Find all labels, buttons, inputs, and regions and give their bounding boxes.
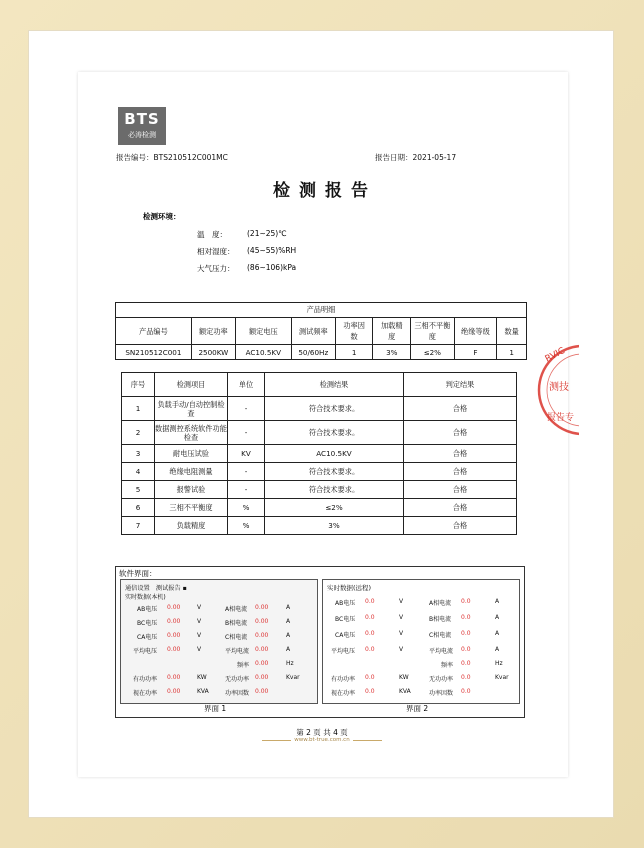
product-table-caption: 产品明细 xyxy=(116,303,527,318)
seal-graphic xyxy=(535,340,579,440)
b-current-value: 0.00 xyxy=(255,618,269,625)
table-cell: - xyxy=(228,463,265,481)
software-panel-1 xyxy=(120,579,318,704)
a-current-value: 0.00 xyxy=(255,604,269,611)
report-number xyxy=(116,152,228,163)
active-power-label: 有功功率 xyxy=(133,676,158,683)
unit-a: A xyxy=(495,614,500,621)
avg-current-label: 平均电流 xyxy=(225,648,250,655)
logo-name: BTS xyxy=(124,110,160,128)
col-header: 额定功率 xyxy=(191,318,235,345)
software-title: 软件界面： xyxy=(119,569,157,578)
svg-text:RVIC: RVIC xyxy=(543,346,567,365)
reactive-power-label: 无功功率 xyxy=(225,676,250,683)
env-temp-label: 温 度： xyxy=(197,230,227,239)
reactive-power-value: 0.00 xyxy=(255,674,269,681)
col-header: 产品编号 xyxy=(116,318,192,345)
active-power-label: 有功功率 xyxy=(331,676,356,683)
a-current-label: A相电流 xyxy=(429,600,452,607)
apparent-power-label: 视在功率 xyxy=(133,690,158,697)
official-seal xyxy=(535,340,579,440)
svg-text:测技: 测技 xyxy=(549,382,569,393)
unit-v: V xyxy=(197,604,202,611)
table-cell: 三相不平衡度 xyxy=(155,499,228,517)
avg-current-value: 0.00 xyxy=(255,646,269,653)
table-cell: 合格 xyxy=(404,463,517,481)
table-cell: 1 xyxy=(497,345,527,360)
panel1-tabs: 通信设置 测试报告 ▪ xyxy=(125,585,187,592)
table-cell: 绝缘电阻测量 xyxy=(155,463,228,481)
table-cell: 合格 xyxy=(404,421,517,445)
table-cell: ≤2% xyxy=(411,345,454,360)
product-table xyxy=(115,302,527,360)
a-current-value: 0.0 xyxy=(461,598,471,605)
table-row xyxy=(122,517,517,535)
ca-voltage-value: 0.0 xyxy=(365,630,375,637)
unit-kw: KW xyxy=(197,674,207,681)
apparent-power-value: 0.00 xyxy=(167,688,181,695)
power-factor-value: 0.0 xyxy=(461,688,471,695)
table-cell: 7 xyxy=(122,517,155,535)
frequency-label: 频率 xyxy=(237,662,250,669)
b-current-label: B相电流 xyxy=(429,616,452,623)
results-table xyxy=(121,372,517,535)
table-cell: 合格 xyxy=(404,445,517,463)
table-row xyxy=(122,463,517,481)
table-cell: 合格 xyxy=(404,397,517,421)
report-number-value: BTS210512C001MC xyxy=(153,153,228,162)
report-title: 检测报告 xyxy=(273,181,377,201)
table-cell: 报警试验 xyxy=(155,481,228,499)
apparent-power-label: 视在功率 xyxy=(331,690,356,697)
active-power-value: 0.0 xyxy=(365,674,375,681)
env-humidity-value: (45~55)%RH xyxy=(247,246,297,255)
table-cell: 符合技术要求。 xyxy=(265,463,404,481)
panel2-section: 实时数据(远程) xyxy=(327,584,372,592)
environment-heading: 检测环境： xyxy=(143,212,181,221)
unit-kva: KVA xyxy=(197,688,209,695)
col-header: 检测项目 xyxy=(155,373,228,397)
col-header: 数量 xyxy=(497,318,527,345)
table-cell: 负载手动/自动控制检查 xyxy=(155,397,228,421)
unit-a: A xyxy=(286,618,291,625)
unit-v: V xyxy=(399,598,404,605)
col-header: 检测结果 xyxy=(265,373,404,397)
power-factor-label: 功率因数 xyxy=(225,690,250,697)
bc-voltage-label: BC电压 xyxy=(137,620,158,627)
table-cell: 合格 xyxy=(404,517,517,535)
ab-voltage-value: 0.0 xyxy=(365,598,375,605)
table-cell: 数据测控系统软件功能检查 xyxy=(155,421,228,445)
software-section xyxy=(115,566,525,718)
unit-v: V xyxy=(197,618,202,625)
footer-url-text: www.bt-true.com.cn xyxy=(291,737,352,743)
b-current-value: 0.0 xyxy=(461,614,471,621)
logo-subtitle: 必涛检测 xyxy=(128,131,156,139)
page-number: 第 2 页 共 4 页 xyxy=(296,728,348,737)
table-row xyxy=(122,445,517,463)
table-cell: SN210512C001 xyxy=(116,345,192,360)
table-cell: 符合技术要求。 xyxy=(265,481,404,499)
unit-a: A xyxy=(495,646,500,653)
table-row xyxy=(122,397,517,421)
report-number-label: 报告编号： xyxy=(116,153,154,162)
unit-a: A xyxy=(495,630,500,637)
panel2-caption: 界面 2 xyxy=(406,704,429,713)
unit-v: V xyxy=(197,632,202,639)
frequency-label: 频率 xyxy=(441,662,454,669)
table-cell: 1 xyxy=(122,397,155,421)
col-header: 序号 xyxy=(122,373,155,397)
ab-voltage-label: AB电压 xyxy=(137,606,158,613)
table-cell: 3% xyxy=(373,345,411,360)
col-header: 绝缘等级 xyxy=(454,318,497,345)
reactive-power-value: 0.0 xyxy=(461,674,471,681)
table-cell: % xyxy=(228,517,265,535)
env-temp-value: (21~25)℃ xyxy=(247,229,287,238)
c-current-label: C相电流 xyxy=(429,632,452,639)
avg-current-label: 平均电流 xyxy=(429,648,454,655)
footer-url xyxy=(0,737,644,743)
col-header: 功率因数 xyxy=(335,318,373,345)
power-factor-label: 功率因数 xyxy=(429,690,454,697)
ab-voltage-label: AB电压 xyxy=(335,600,356,607)
unit-v: V xyxy=(399,646,404,653)
bc-voltage-label: BC电压 xyxy=(335,616,356,623)
table-row xyxy=(122,421,517,445)
unit-a: A xyxy=(286,604,291,611)
panel1-caption: 界面 1 xyxy=(204,704,227,713)
table-cell: 负载精度 xyxy=(155,517,228,535)
table-cell: KV xyxy=(228,445,265,463)
table-cell: - xyxy=(228,421,265,445)
table-header-row xyxy=(122,373,517,397)
unit-v: V xyxy=(197,646,202,653)
table-cell: - xyxy=(228,397,265,421)
table-cell: 5 xyxy=(122,481,155,499)
col-header: 测试频率 xyxy=(291,318,335,345)
table-cell: 合格 xyxy=(404,481,517,499)
table-cell: 1 xyxy=(335,345,373,360)
bc-voltage-value: 0.00 xyxy=(167,618,181,625)
col-header: 判定结果 xyxy=(404,373,517,397)
env-pressure-value: (86~106)kPa xyxy=(247,263,297,272)
table-row xyxy=(116,345,527,360)
svg-text:报告专: 报告专 xyxy=(547,413,575,423)
ab-voltage-value: 0.00 xyxy=(167,604,181,611)
power-factor-value: 0.00 xyxy=(255,688,269,695)
unit-v: V xyxy=(399,630,404,637)
apparent-power-value: 0.0 xyxy=(365,688,375,695)
avg-voltage-label: 平均电压 xyxy=(331,648,356,655)
table-cell: 符合技术要求。 xyxy=(265,397,404,421)
table-cell: 3 xyxy=(122,445,155,463)
unit-a: A xyxy=(495,598,500,605)
table-cell: 合格 xyxy=(404,499,517,517)
a-current-label: A相电流 xyxy=(225,606,248,613)
ca-voltage-label: CA电压 xyxy=(335,632,356,639)
avg-current-value: 0.0 xyxy=(461,646,471,653)
panel1-section: 实时数据(本机) xyxy=(125,594,166,601)
c-current-value: 0.0 xyxy=(461,630,471,637)
c-current-label: C相电流 xyxy=(225,634,248,641)
table-cell: 2500KW xyxy=(191,345,235,360)
avg-voltage-label: 平均电压 xyxy=(133,648,158,655)
table-cell: AC10.5KV xyxy=(235,345,291,360)
table-cell: % xyxy=(228,499,265,517)
report-date-value: 2021-05-17 xyxy=(412,153,457,162)
ca-voltage-label: CA电压 xyxy=(137,634,158,641)
col-header: 加载精度 xyxy=(373,318,411,345)
c-current-value: 0.00 xyxy=(255,632,269,639)
frequency-value: 0.00 xyxy=(255,660,269,667)
unit-kva: KVA xyxy=(399,688,411,695)
frequency-value: 0.0 xyxy=(461,660,471,667)
unit-v: V xyxy=(399,614,404,621)
report-date xyxy=(375,152,456,163)
unit-hz: Hz xyxy=(286,660,294,667)
unit-a: A xyxy=(286,632,291,639)
env-humidity-label: 相对湿度： xyxy=(197,247,235,256)
table-cell: ≤2% xyxy=(265,499,404,517)
table-cell: 2 xyxy=(122,421,155,445)
unit-hz: Hz xyxy=(495,660,503,667)
report-date-label: 报告日期： xyxy=(375,153,413,162)
table-cell: 3% xyxy=(265,517,404,535)
table-header-row xyxy=(116,318,527,345)
table-cell: - xyxy=(228,481,265,499)
col-header: 单位 xyxy=(228,373,265,397)
avg-voltage-value: 0.0 xyxy=(365,646,375,653)
unit-kvar: Kvar xyxy=(286,674,300,681)
ca-voltage-value: 0.00 xyxy=(167,632,181,639)
b-current-label: B相电流 xyxy=(225,620,248,627)
unit-a: A xyxy=(286,646,291,653)
env-pressure-label: 大气压力： xyxy=(197,264,235,273)
software-panel-2 xyxy=(322,579,520,704)
table-cell: 耐电压试验 xyxy=(155,445,228,463)
table-cell: 4 xyxy=(122,463,155,481)
table-cell: 50/60Hz xyxy=(291,345,335,360)
reactive-power-label: 无功功率 xyxy=(429,676,454,683)
table-cell: F xyxy=(454,345,497,360)
table-row xyxy=(122,481,517,499)
unit-kvar: Kvar xyxy=(495,674,509,681)
table-row xyxy=(122,499,517,517)
table-cell: 6 xyxy=(122,499,155,517)
active-power-value: 0.00 xyxy=(167,674,181,681)
col-header: 三相不平衡度 xyxy=(411,318,454,345)
bc-voltage-value: 0.0 xyxy=(365,614,375,621)
company-logo xyxy=(118,107,166,145)
table-cell: AC10.5KV xyxy=(265,445,404,463)
avg-voltage-value: 0.00 xyxy=(167,646,181,653)
col-header: 额定电压 xyxy=(235,318,291,345)
unit-kw: KW xyxy=(399,674,409,681)
table-cell: 符合技术要求。 xyxy=(265,421,404,445)
